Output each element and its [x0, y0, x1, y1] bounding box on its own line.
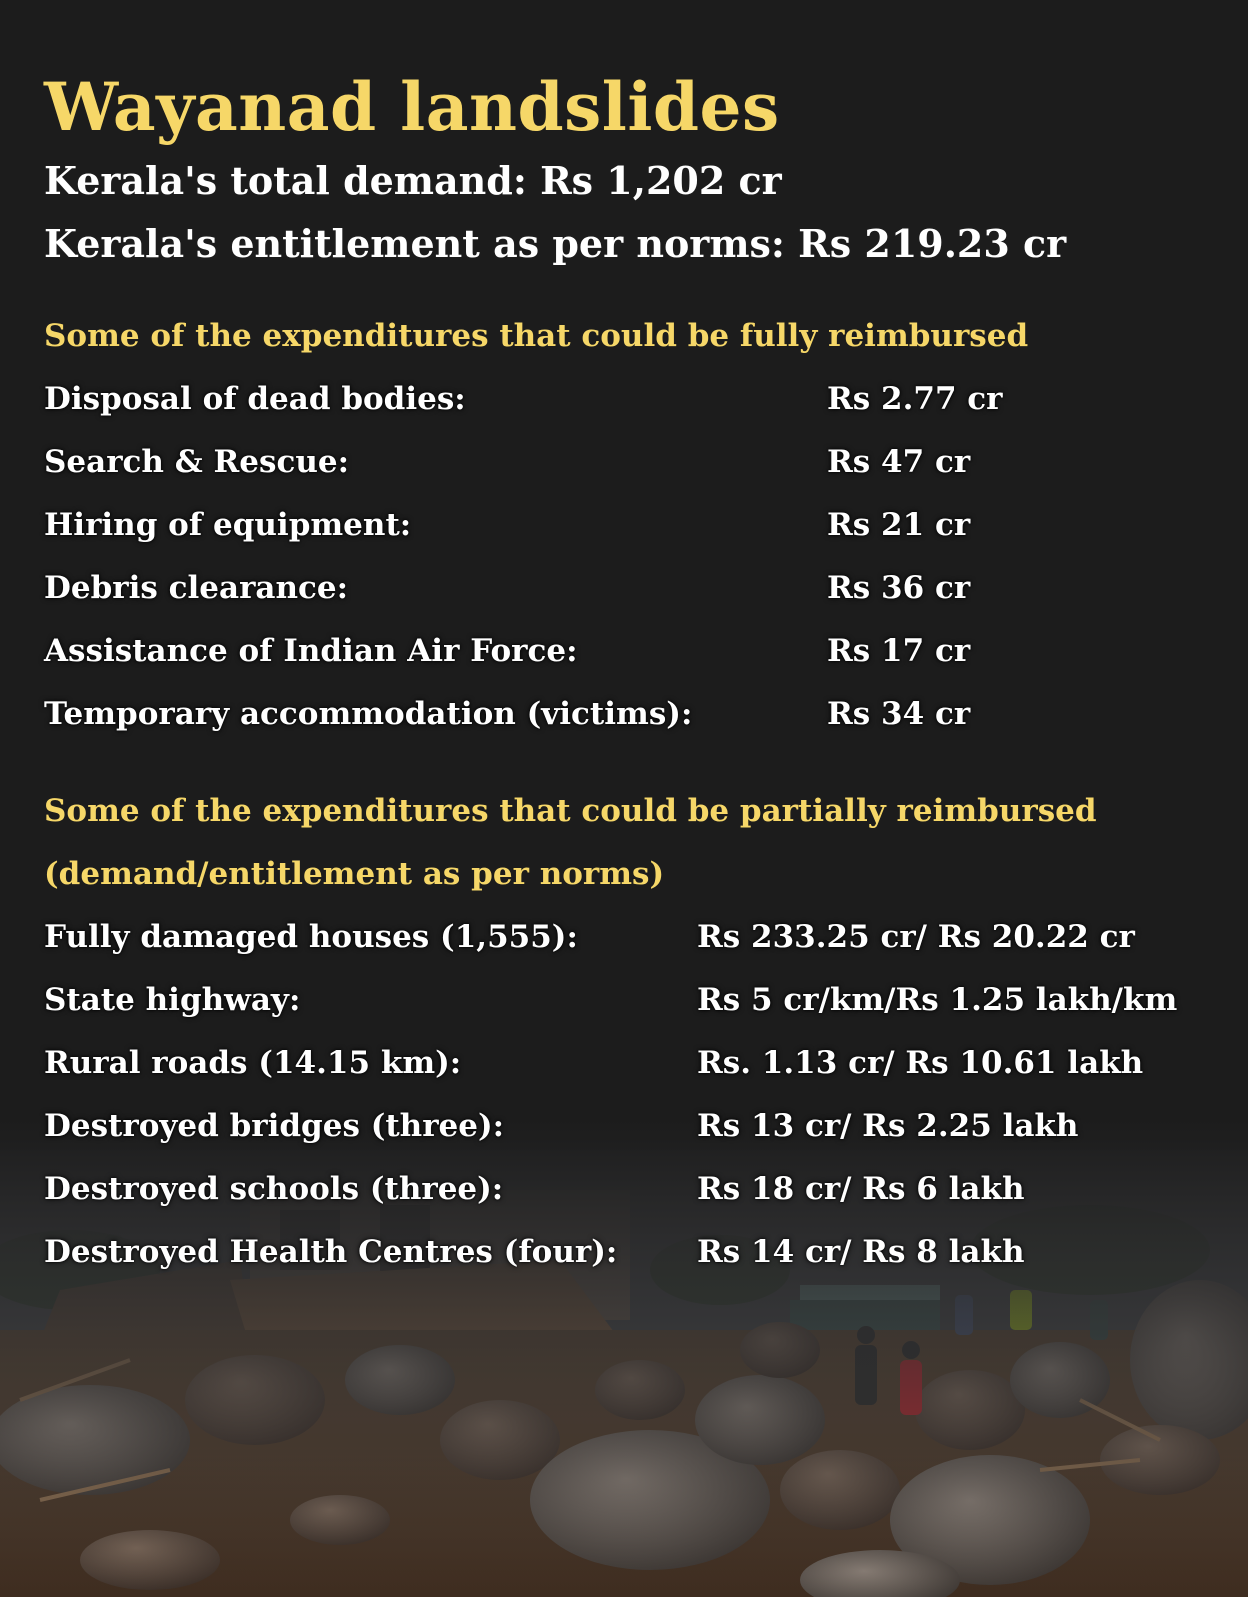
total-demand: Kerala's total demand: Rs 1,202 cr	[44, 158, 782, 203]
item-value: Rs 21 cr	[827, 507, 971, 543]
list-item	[44, 1045, 1234, 1091]
partially-reimbursed-heading: Some of the expenditures that could be partially reimbursed	[44, 793, 1097, 829]
item-label: Search & Rescue:	[44, 444, 350, 480]
item-value: Rs 18 cr/ Rs 6 lakh	[697, 1171, 1025, 1207]
item-label: State highway:	[44, 982, 301, 1018]
list-item	[44, 1171, 1234, 1217]
page-title: Wayanad landslides	[44, 68, 780, 146]
list-item	[44, 982, 1234, 1028]
item-value: Rs 36 cr	[827, 570, 971, 606]
item-label: Destroyed schools (three):	[44, 1171, 504, 1207]
list-item	[44, 507, 1234, 553]
item-value: Rs 14 cr/ Rs 8 lakh	[697, 1234, 1025, 1270]
item-value: Rs 233.25 cr/ Rs 20.22 cr	[697, 919, 1135, 955]
list-item	[44, 1108, 1234, 1154]
entitlement: Kerala's entitlement as per norms: Rs 219.23 cr	[44, 221, 1067, 266]
item-label: Assistance of Indian Air Force:	[44, 633, 578, 669]
fully-reimbursed-heading: Some of the expenditures that could be fully reimbursed	[44, 318, 1029, 354]
list-item	[44, 444, 1234, 490]
item-value: Rs 17 cr	[827, 633, 971, 669]
list-item	[44, 570, 1234, 616]
item-value: Rs 5 cr/km/Rs 1.25 lakh/km	[697, 982, 1178, 1018]
item-value: Rs 2.77 cr	[827, 381, 1003, 417]
item-value: Rs 34 cr	[827, 696, 971, 732]
list-item	[44, 1234, 1234, 1280]
item-label: Debris clearance:	[44, 570, 349, 606]
item-label: Hiring of equipment:	[44, 507, 412, 543]
item-value: Rs 13 cr/ Rs 2.25 lakh	[697, 1108, 1079, 1144]
item-label: Disposal of dead bodies:	[44, 381, 466, 417]
item-label: Destroyed bridges (three):	[44, 1108, 505, 1144]
partially-reimbursed-subheading: (demand/entitlement as per norms)	[44, 856, 665, 892]
item-value: Rs 47 cr	[827, 444, 971, 480]
list-item	[44, 696, 1234, 742]
item-label: Destroyed Health Centres (four):	[44, 1234, 618, 1270]
list-item	[44, 919, 1234, 965]
list-item	[44, 381, 1234, 427]
item-label: Rural roads (14.15 km):	[44, 1045, 462, 1081]
item-label: Temporary accommodation (victims):	[44, 696, 693, 732]
list-item	[44, 633, 1234, 679]
item-value: Rs. 1.13 cr/ Rs 10.61 lakh	[697, 1045, 1144, 1081]
item-label: Fully damaged houses (1,555):	[44, 919, 578, 955]
